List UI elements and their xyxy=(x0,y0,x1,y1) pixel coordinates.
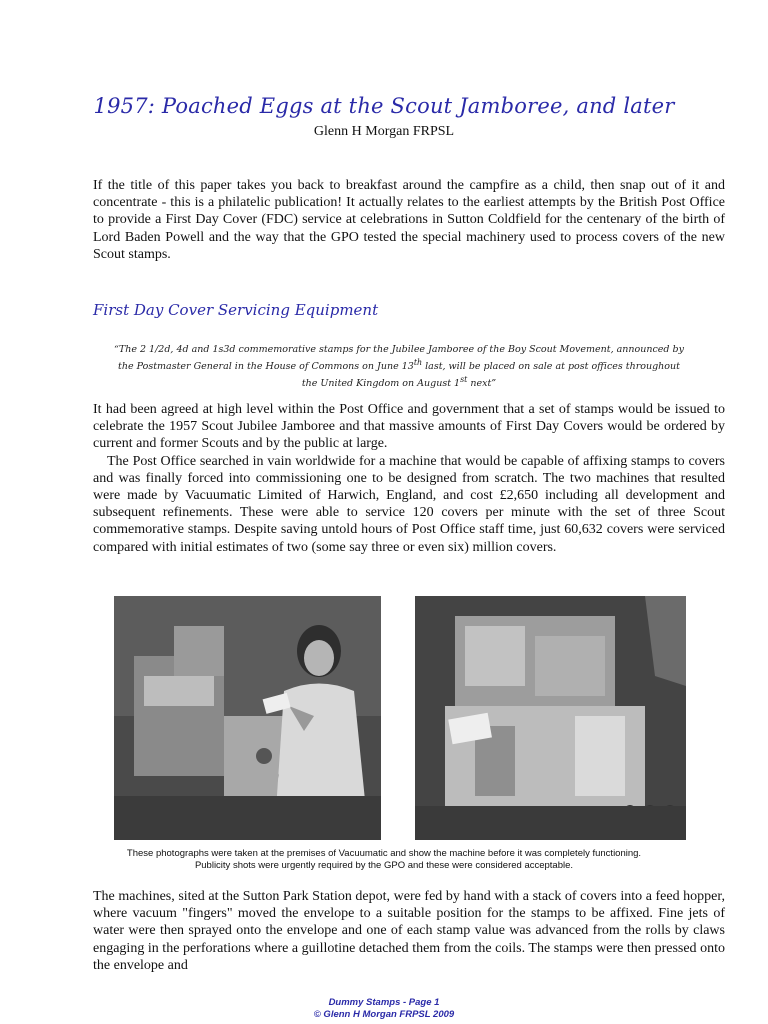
quote-sup-2: st xyxy=(460,375,468,385)
quote-text-1: “The 2 1/2d, 4d and 1s3d commemorative stamps for the Jubilee Jamboree of the Boy Scout Movement, announced by the Postmaster General in the House of Commons on June 13 xyxy=(114,344,684,373)
author-line: Glenn H Morgan FRPSL xyxy=(313,124,455,139)
quote-block xyxy=(110,343,688,390)
section-heading: First Day Cover Servicing Equipment xyxy=(93,301,379,319)
photo-caption: These photographs were taken at the premises of Vacuumatic and show the machine before it was completely functioning. Publicity shots were urgently required by the GPO and these were considered acceptable. xyxy=(126,848,642,871)
quote-text-2: last, will be placed on sale at post offices throughout the United Kingdom on August 1 xyxy=(301,361,680,390)
photo-machine-closeup-image xyxy=(415,596,686,840)
quote-text-3: next” xyxy=(467,378,497,390)
paragraph-machines: The Post Office searched in vain worldwide for a machine that would be capable of affixing stamps to covers and was finally forced into commissioning one to be designed from scratch. The two machines that resulted were made by Vacuumatic Limited of Harwich, England, and cost £2,650 including all development and subsequent refinements. These were able to service 120 covers per minute with the set of three Scout commemorative stamps. Despite saving untold hours of Post Office staff time, just 60,632 covers were serviced compared with initial estimates of two (some say three or even six) million covers. xyxy=(93,453,725,555)
body-paragraphs xyxy=(93,401,725,556)
photo-woman-at-machine xyxy=(114,596,381,840)
quote-sup-1: th xyxy=(413,358,423,367)
page-footer xyxy=(0,997,768,1021)
footer-copyright: © Glenn H Morgan FRPSL 2009 xyxy=(313,1009,455,1020)
footer-page-label: Dummy Stamps - Page 1 xyxy=(328,997,440,1008)
paragraph-process: The machines, sited at the Sutton Park Station depot, were fed by hand with a stack of covers into a feed hopper, where vacuum "fingers" moved the envelope to a suitable position for the stamps to be affixed. Fine jets of water were then sprayed onto the envelope and one of each stamp value was advanced from the rolls by claws engaging in the perforations where a guillotine detached them from the coils. The stamps were then pressed onto the envelope and xyxy=(93,889,725,973)
page-title: 1957: Poached Eggs at the Scout Jamboree, and later xyxy=(93,94,675,118)
photo-machine-closeup xyxy=(415,596,686,840)
paragraph-agreement: It had been agreed at high level within the Post Office and government that a set of stamps would be issued to celebrate the 1957 Scout Jubilee Jamboree and that massive amounts of First Day Covers would be ordered by current and former Scouts and by the public at large. xyxy=(93,402,725,452)
photo-woman-at-machine-image xyxy=(114,596,381,840)
intro-paragraph: If the title of this paper takes you back to breakfast around the campfire as a child, then snap out of it and concentrate - this is a philatelic publication! It actually relates to the earliest attempts by the British Post Office to provide a First Day Cover (FDC) service at celebrations in Sutton Coldfield for the centenary of the birth of Lord Baden Powell and the way that the GPO tested the special machinery used to process covers of the new Scout stamps. xyxy=(93,178,725,262)
